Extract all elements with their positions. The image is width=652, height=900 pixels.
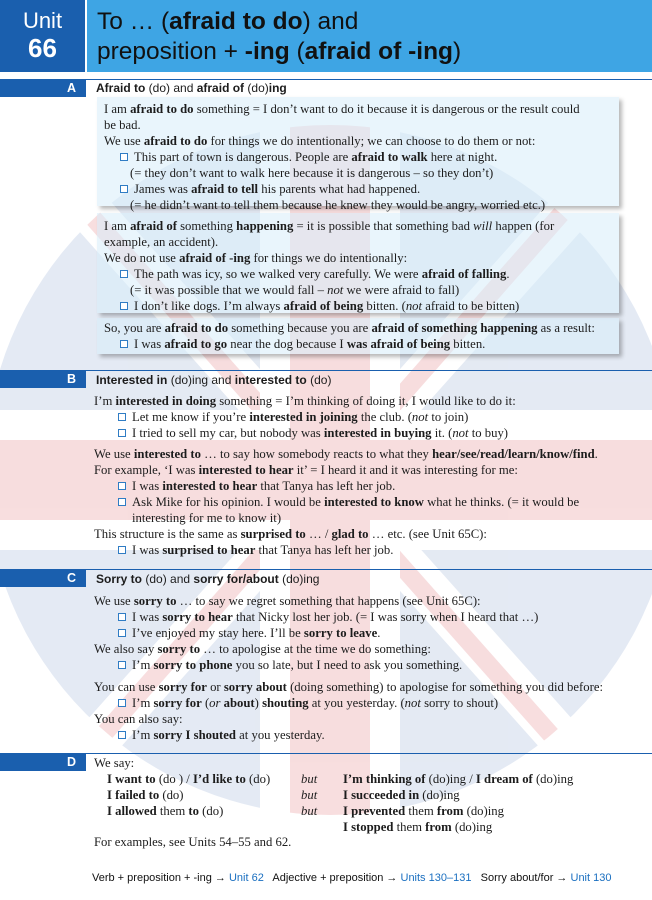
text-line: We also say sorry to … to apologise at the time we do something: <box>94 642 431 656</box>
example-line: Ask Mike for his opinion. I would be interested to know what he thinks. (= it would be <box>94 494 598 510</box>
section-b-block-2 <box>94 446 598 558</box>
section-c-block-2 <box>94 679 603 743</box>
section-b-label: B <box>0 370 86 388</box>
gloss-line: (= they don’t want to walk here because it is dangerous – so they don’t) <box>130 166 494 180</box>
unit-badge <box>0 0 85 72</box>
checkbox-icon <box>120 270 128 278</box>
unit-label: Unit <box>22 8 63 33</box>
table-row: I stopped them from (do)ing <box>343 820 493 834</box>
table-cell: but <box>301 772 318 786</box>
text-line: example, an accident). <box>104 235 219 249</box>
text-line: I am afraid of something happening = it is possible that something bad will happen (for <box>104 219 555 233</box>
table-row: I want to (do ) / I’d like to (do) <box>107 772 271 786</box>
section-d-right-column <box>343 771 573 835</box>
gloss-line: (= it was possible that we would fall – not we were afraid to fall) <box>130 283 460 297</box>
text-line: I’m interested in doing something = I’m thinking of doing it, I would like to do it: <box>94 394 516 408</box>
example-line: I tried to sell my car, but nobody was interested in buying it. (not to buy) <box>94 425 516 441</box>
section-a-block-2 <box>104 218 554 314</box>
link-units-130-131[interactable]: Units 130–131 <box>400 872 472 884</box>
example-line: I’ve enjoyed my stay here. I’ll be sorry to leave. <box>94 625 538 641</box>
table-row: I allowed them to (do) <box>107 804 224 818</box>
table-row: I succeeded in (do)ing <box>343 788 460 802</box>
example-line: I was afraid to go near the dog because I was afraid of being bitten. <box>104 336 595 352</box>
unit-number: 66 <box>28 33 57 63</box>
table-cell: but <box>301 788 318 802</box>
section-d-rule <box>86 753 652 754</box>
checkbox-icon <box>118 413 126 421</box>
table-row: I failed to (do) <box>107 788 184 802</box>
example-line: I was surprised to hear that Tanya has left her job. <box>94 542 598 558</box>
text-line: For example, ‘I was interested to hear it’ = I heard it and it was interesting for me: <box>94 463 518 477</box>
example-line: I don’t like dogs. I’m always afraid of being bitten. (not afraid to be bitten) <box>104 298 554 314</box>
link-unit-130[interactable]: Unit 130 <box>570 872 612 884</box>
section-d-label: D <box>0 753 86 771</box>
example-line: I’m sorry I shouted at you yesterday. <box>94 727 603 743</box>
section-c-heading: Sorry to (do) and sorry for/about (do)ing <box>96 572 320 586</box>
checkbox-icon <box>118 613 126 621</box>
checkbox-icon <box>118 699 126 707</box>
checkbox-icon <box>118 482 126 490</box>
section-a-label: A <box>0 79 86 97</box>
table-cell: but <box>301 804 318 818</box>
checkbox-icon <box>118 429 126 437</box>
section-a-block-3 <box>104 320 595 352</box>
section-c-block-1 <box>94 593 538 673</box>
example-line: I was interested to hear that Tanya has left her job. <box>94 478 598 494</box>
example-line: I’m sorry to phone you so late, but I need to ask you something. <box>94 657 538 673</box>
checkbox-icon <box>120 302 128 310</box>
gloss-line: interesting for me to know it) <box>132 511 282 525</box>
text-line: I am afraid to do something = I don’t want to do it because it is dangerous or the result could <box>104 102 580 116</box>
page-title: To … (afraid to do) and preposition + -ing (afraid of -ing) <box>97 8 462 65</box>
text-line: We use sorry to … to say we regret something that happens (see Unit 65C): <box>94 594 481 608</box>
text-line: We use afraid to do for things we do intentionally; we can choose to do them or not: <box>104 134 536 148</box>
example-line: I’m sorry for (or about) shouting at you yesterday. (not sorry to shout) <box>94 695 603 711</box>
text-line: We do not use afraid of -ing for things we do intentionally: <box>104 251 408 265</box>
section-a-heading: Afraid to (do) and afraid of (do)ing <box>96 81 287 95</box>
example-line: This part of town is dangerous. People are afraid to walk here at night. <box>104 149 580 165</box>
table-row: I’m thinking of (do)ing / I dream of (do)ing <box>343 772 574 786</box>
example-line: The path was icy, so we walked very carefully. We were afraid of falling. <box>104 266 554 282</box>
checkbox-icon <box>118 731 126 739</box>
cross-reference-footer: Verb + preposition + -ing → Unit 62 Adjective + preposition → Units 130–131 Sorry about/for → Unit 130 <box>92 872 612 884</box>
example-line: James was afraid to tell his parents what had happened. <box>104 181 580 197</box>
section-d-left-column <box>107 771 270 819</box>
section-d-mid-column <box>301 771 317 819</box>
section-d-see-also: For examples, see Units 54–55 and 62. <box>94 835 292 849</box>
text-line: We use interested to … to say how somebody reacts to what they hear/see/read/learn/know/find. <box>94 447 598 461</box>
link-unit-62[interactable]: Unit 62 <box>228 872 264 884</box>
checkbox-icon <box>118 661 126 669</box>
checkbox-icon <box>120 153 128 161</box>
section-c-rule <box>86 569 652 570</box>
section-b-block-1 <box>94 393 516 441</box>
example-line: Let me know if you’re interested in joining the club. (not to join) <box>94 409 516 425</box>
section-b-heading: Interested in (do)ing and interested to (do) <box>96 373 332 387</box>
checkbox-icon <box>118 546 126 554</box>
gloss-line: (= he didn’t want to tell them because he knew they would be angry, worried etc.) <box>130 198 546 212</box>
section-d-intro: We say: <box>94 756 135 770</box>
text-line: be bad. <box>104 118 141 132</box>
text-line: You can also say: <box>94 712 183 726</box>
text-line: So, you are afraid to do something because you are afraid of something happening as a result: <box>104 321 595 335</box>
table-row: I prevented them from (do)ing <box>343 804 504 818</box>
checkbox-icon <box>118 498 126 506</box>
checkbox-icon <box>120 185 128 193</box>
checkbox-icon <box>118 629 126 637</box>
section-c-label: C <box>0 569 86 587</box>
section-a-block-1 <box>104 101 580 213</box>
section-b-rule <box>86 370 652 371</box>
text-line: You can use sorry for or sorry about (doing something) to apologise for something you did before: <box>94 680 603 694</box>
checkbox-icon <box>120 340 128 348</box>
example-line: I was sorry to hear that Nicky lost her job. (= I was sorry when I heard that …) <box>94 609 538 625</box>
text-line: This structure is the same as surprised to … / glad to … etc. (see Unit 65C): <box>94 527 487 541</box>
